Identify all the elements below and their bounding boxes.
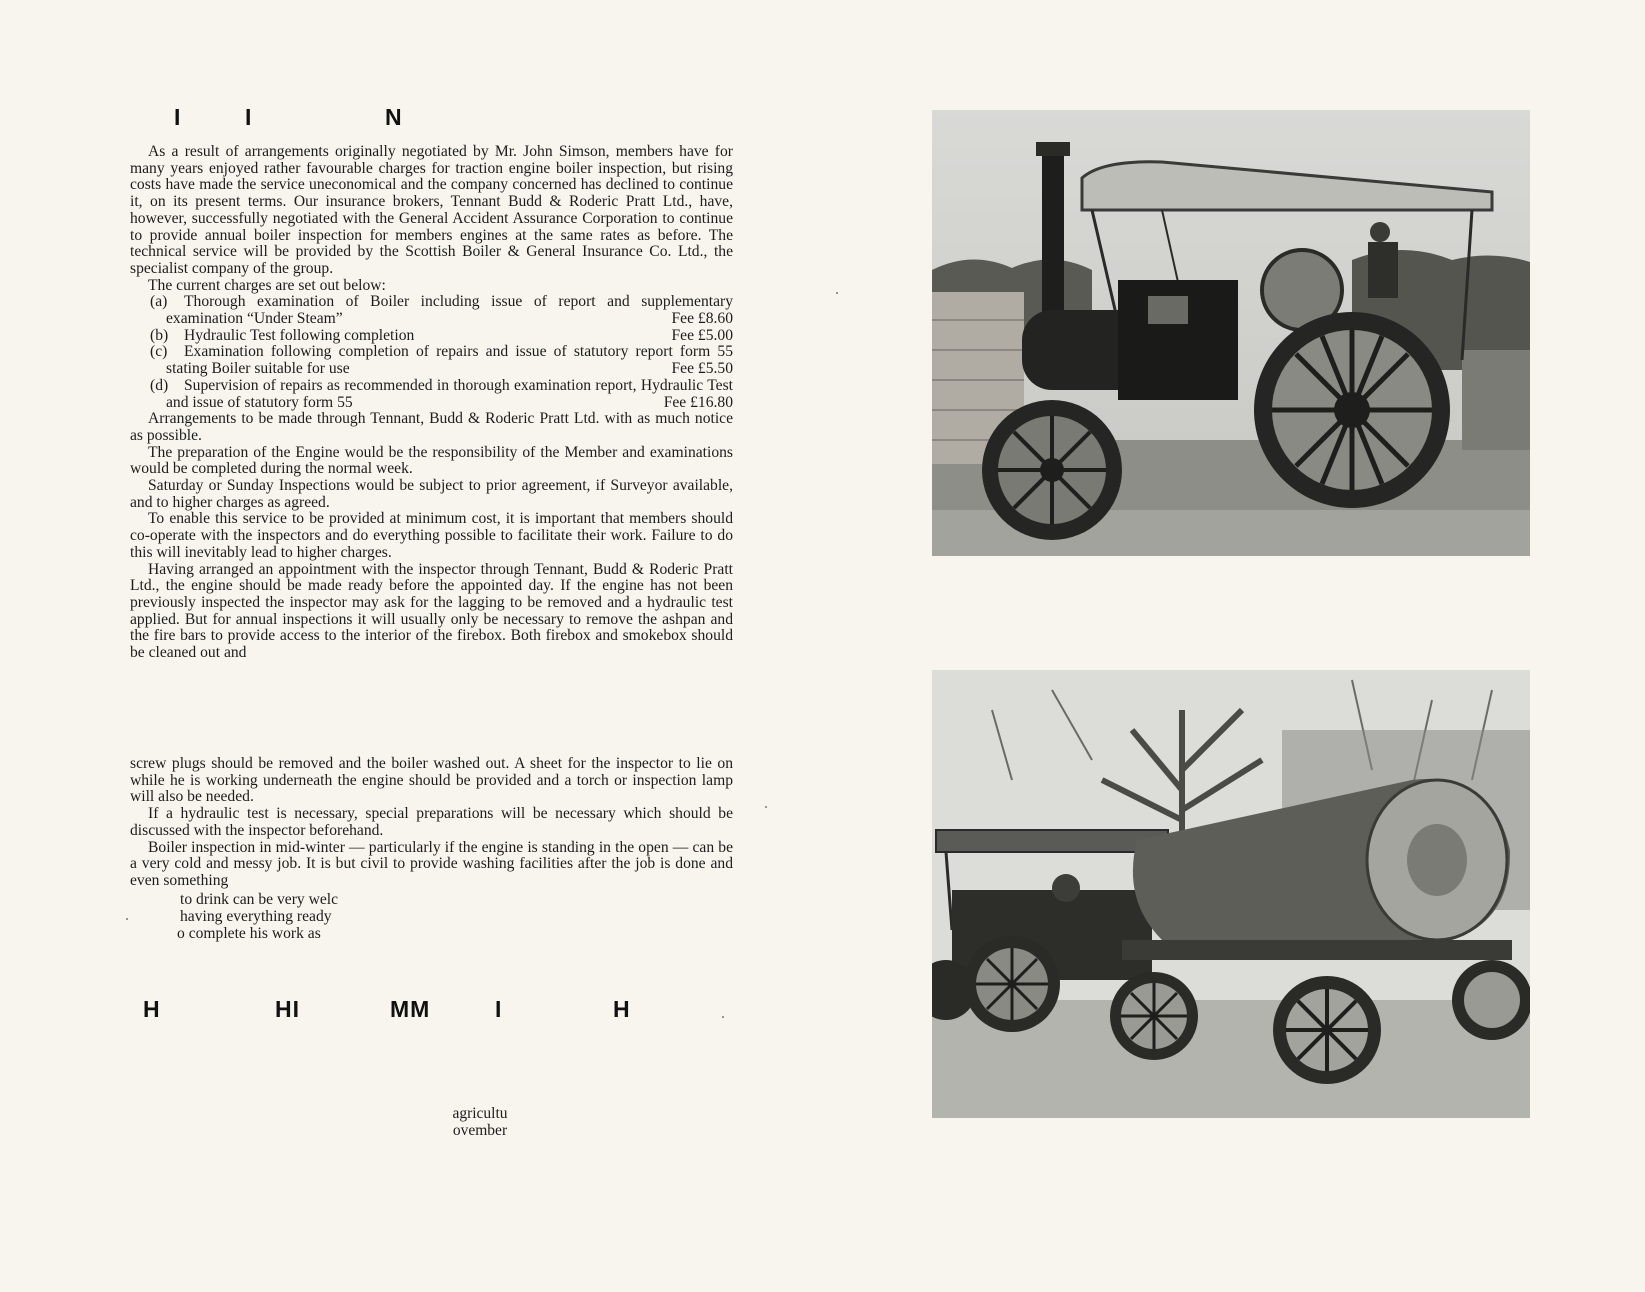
heading-letter: H bbox=[613, 996, 631, 1022]
paragraph: The preparation of the Engine would be the responsibility of the Member and examinations would be completed during the normal week. bbox=[130, 443, 733, 478]
paper-speck bbox=[126, 918, 128, 920]
charge-item bbox=[130, 328, 733, 345]
footer-line: ovember bbox=[452, 1121, 508, 1139]
traction-engine-photo bbox=[932, 110, 1530, 556]
log-hauling-photo bbox=[932, 670, 1530, 1118]
text-fragment: to drink can be very welc bbox=[180, 891, 339, 908]
paragraph: To enable this service to be provided at minimum cost, it is important that members should co-operate with the inspectors and do everything possible to facilitate their work. Failure to do this will inevitably lead to higher charges. bbox=[130, 510, 733, 561]
charge-item bbox=[130, 344, 733, 377]
paragraph: Having arranged an appointment with the inspector through Tennant, Budd & Roderic Pratt Ltd., the engine should be made ready before the appointed day. If the engine has not been previously inspected the inspector may ask for the lagging to be removed and a hydraulic test applied. But for annual inspections it will usually only be necessary to remove the ashpan and the fire bars to provide access to the interior of the firebox. Both firebox and smokebox should be cleaned out and bbox=[130, 560, 733, 662]
heading-letter: I bbox=[245, 104, 253, 130]
paragraph: The current charges are set out below: bbox=[148, 276, 386, 294]
heading-letter: MM bbox=[390, 996, 431, 1022]
article-column-bottom bbox=[130, 756, 733, 890]
paragraph: Boiler inspection in mid-winter — particularly if the engine is standing in the open — can be a very cold and messy job. It is but civil to provide washing facilities after the job is done and even something bbox=[130, 838, 733, 889]
charge-label: (d) bbox=[150, 376, 169, 394]
paper-speck bbox=[722, 1016, 724, 1018]
paragraph: As a result of arrangements originally negotiated by Mr. John Simson, members have for many years enjoyed rather favourable charges for traction engine boiler inspection, but rising costs have made the service uneconomical and the company concerned has declined to continue it, on its present terms. Our insurance brokers, Tennant Budd & Roderic Pratt Ltd., have, however, successfully negotiated with the General Accident Assurance Corporation to continue to provide annual boiler inspection for members engines at the same rates as before. The technical service will be provided by the Scottish Boiler & General Insurance Co. Ltd., the specialist company of the group. bbox=[130, 143, 733, 277]
heading-letter: H bbox=[143, 996, 161, 1022]
charge-text: Thorough examination of Boiler including issue of report and supplementary examination “Under Steam” bbox=[166, 293, 733, 328]
paragraph: Arrangements to be made through Tennant, Budd & Roderic Pratt Ltd. with as much notice as possible. bbox=[130, 410, 733, 444]
charge-item bbox=[130, 378, 733, 411]
paragraph: Saturday or Sunday Inspections would be subject to prior agreement, if Surveyor available, and to higher charges as agreed. bbox=[130, 477, 733, 511]
charge-fee: Fee £16.80 bbox=[663, 393, 733, 411]
footer-line: agricultu bbox=[452, 1105, 508, 1122]
heading-letter: I bbox=[174, 104, 182, 130]
charge-label: (b) bbox=[150, 326, 169, 344]
charge-fee: Fee £5.00 bbox=[671, 326, 733, 344]
article-column-top bbox=[130, 144, 733, 662]
paper-speck bbox=[836, 292, 838, 294]
charge-fee: Fee £5.50 bbox=[671, 360, 733, 378]
charge-label: (c) bbox=[150, 343, 168, 361]
charge-text: Supervision of repairs as recommended in thorough examination report, Hydraulic Test and issue of statutory form 55 bbox=[166, 376, 733, 411]
charge-label: (a) bbox=[150, 293, 168, 311]
heading-letter: N bbox=[385, 104, 403, 130]
text-fragment: o complete his work as bbox=[177, 925, 321, 942]
text-fragment: having everything ready bbox=[180, 908, 332, 925]
footer-caption bbox=[420, 1106, 540, 1139]
charge-text: Hydraulic Test following completion bbox=[184, 326, 415, 344]
paragraph: If a hydraulic test is necessary, special preparations will be necessary which should be discussed with the inspector beforehand. bbox=[130, 805, 733, 839]
paragraph: screw plugs should be removed and the boiler washed out. A sheet for the inspector to lie on while he is working underneath the engine should be provided and a torch or inspection lamp will also be needed. bbox=[130, 755, 733, 806]
charge-text: Examination following completion of repairs and issue of statutory report form 55 stating Boiler suitable for use bbox=[166, 343, 733, 378]
charge-item bbox=[130, 294, 733, 327]
heading-letter: HI bbox=[275, 996, 300, 1022]
paper-speck bbox=[765, 806, 767, 808]
charge-fee: Fee £8.60 bbox=[671, 310, 733, 328]
traction-engine-illustration bbox=[932, 110, 1530, 556]
log-hauling-illustration bbox=[932, 670, 1530, 1118]
heading-letter: I bbox=[495, 996, 503, 1022]
